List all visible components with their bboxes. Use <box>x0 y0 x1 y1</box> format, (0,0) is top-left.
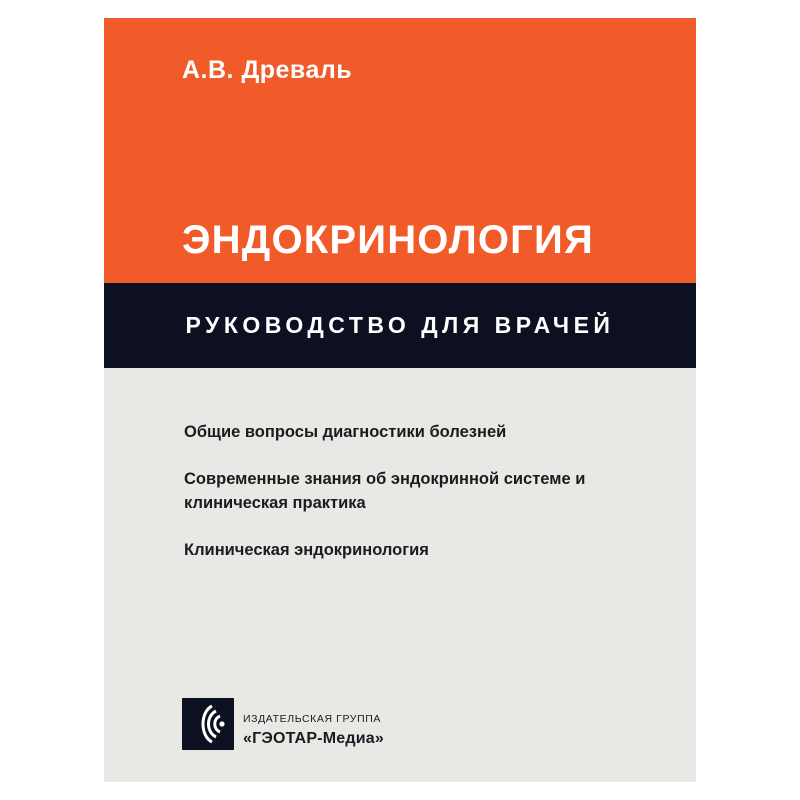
geotar-media-logo-icon <box>182 698 234 750</box>
publisher-block <box>182 698 384 750</box>
list-item: Современные знания об эндокринной системе и клиническая практика <box>184 469 586 512</box>
book-cover <box>104 18 696 782</box>
list-item: Клиническая эндокринология <box>184 540 429 559</box>
publisher-name: «ГЭОТАР-Медиа» <box>243 730 384 747</box>
book-subtitle: РУКОВОДСТВО ДЛЯ ВРАЧЕЙ <box>185 312 615 338</box>
book-title: ЭНДОКРИНОЛОГИЯ <box>182 218 594 262</box>
cover-subtitle-band <box>104 283 696 368</box>
publisher-text <box>243 713 384 750</box>
publisher-group-label: ИЗДАТЕЛЬСКАЯ ГРУППА <box>243 713 381 725</box>
cover-body-block <box>104 368 696 782</box>
list-item: Общие вопросы диагностики болезней <box>184 423 507 441</box>
topics-list <box>184 421 624 586</box>
author-name: А.В. Древаль <box>182 56 353 84</box>
cover-top-block <box>104 18 696 283</box>
